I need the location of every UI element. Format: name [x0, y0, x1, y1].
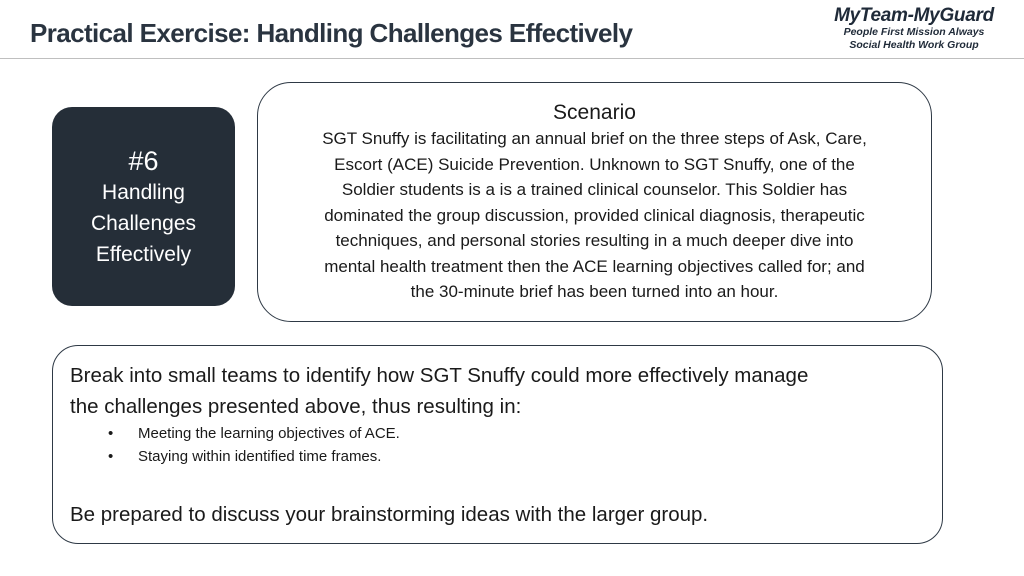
brand-tagline-2: Social Health Work Group: [849, 39, 979, 51]
header-divider: [0, 58, 1024, 59]
scenario-text-line: Soldier students is a is a trained clinical counselor. This Soldier has: [341, 180, 848, 199]
badge-line-1: Handling: [102, 181, 185, 204]
bullet-text: Staying within identified time frames.: [138, 448, 382, 465]
bullet-dot-icon: •: [108, 425, 114, 442]
scenario-text-line: dominated the group discussion, provided clinical diagnosis, therapeutic: [324, 205, 865, 225]
bullet-item: [70, 445, 926, 468]
exercise-closing-line: Be prepared to discuss your brainstorming ideas with the larger group.: [70, 503, 709, 526]
exercise-bullet-list: [70, 422, 926, 468]
bullet-text: Meeting the learning objectives of ACE.: [138, 425, 400, 442]
brand-logo: [814, 6, 1014, 52]
scenario-box: [257, 82, 932, 322]
badge-number: #6: [128, 146, 159, 176]
scenario-text-line: Escort (ACE) Suicide Prevention. Unknown to SGT Snuffy, one of the: [334, 154, 855, 174]
bullet-dot-icon: •: [108, 448, 114, 465]
brand-name: MyTeam-MyGuard: [834, 5, 994, 26]
scenario-text-line: techniques, and personal stories resulting in a much deeper dive into: [335, 231, 854, 250]
scenario-text-line: mental health treatment then the ACE learning objectives called for; and: [324, 256, 865, 276]
exercise-number-badge: [52, 107, 235, 306]
exercise-instructions-box: [52, 345, 943, 544]
bullet-item: [70, 422, 926, 445]
badge-line-2: Challenges: [90, 212, 197, 235]
exercise-intro-line: the challenges presented above, thus resulting in:: [70, 395, 522, 418]
slide-title: Practical Exercise: Handling Challenges Effectively: [30, 18, 633, 48]
exercise-intro-line: Break into small teams to identify how SGT Snuffy could more effectively manage: [70, 364, 809, 387]
scenario-heading: Scenario: [553, 101, 636, 124]
scenario-text-line: SGT Snuffy is facilitating an annual brief on the three steps of Ask, Care,: [322, 129, 867, 148]
brand-tagline-1: People First Mission Always: [843, 26, 985, 38]
scenario-text-line: the 30-minute brief has been turned into an hour.: [410, 282, 779, 301]
badge-line-3: Effectively: [95, 243, 192, 266]
